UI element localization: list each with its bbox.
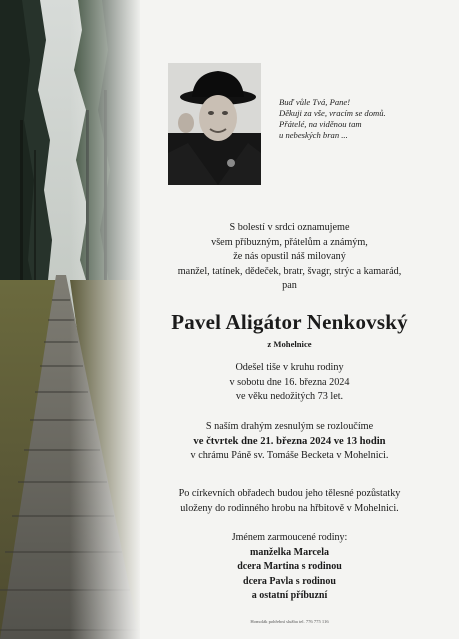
deceased-name: Pavel Aligátor Nenkovský — [171, 310, 408, 334]
family-member: manželka Marcela — [250, 546, 329, 558]
family-member: dcera Martina s rodinou — [237, 561, 342, 573]
family-list — [120, 531, 459, 604]
announcement-line: že nás opustil náš milovaný — [233, 251, 346, 263]
death-line: v sobotu dne 16. března 2024 — [229, 376, 350, 388]
burial-line: uloženy do rodinného hrobu na hřbitově v Mohelnici. — [180, 502, 399, 514]
deceased-origin: z Mohelnice — [267, 339, 312, 349]
portrait-photo — [168, 63, 261, 185]
verse-line: Buď vůle Tvá, Pane! — [279, 97, 351, 107]
family-member: dcera Pavla s rodinou — [243, 575, 336, 587]
death-line: Odešel tiše v kruhu rodiny — [235, 362, 344, 373]
burial-line: Po církevních obřadech budou jeho tělesné pozůstatky — [178, 488, 401, 499]
verse-line: Přátelé, na viděnou tam — [279, 119, 362, 129]
funeral-place: v chrámu Páně sv. Tomáše Becketa v Mohelnici. — [190, 450, 389, 462]
announcement-line: S bolestí v srdci oznamujeme — [229, 222, 350, 233]
funeral-info — [120, 420, 459, 464]
verse-line: Děkuji za vše, vracím se domů. — [279, 108, 386, 118]
family-intro: Jménem zarmoucené rodiny: — [231, 532, 348, 543]
announcement — [120, 221, 459, 294]
announcement-line: všem příbuzným, přátelům a známým, — [211, 236, 368, 248]
announcement-line: manžel, tatínek, dědeček, bratr, švagr, strýc a kamarád, — [177, 265, 402, 277]
death-notice — [120, 361, 459, 405]
funeral-service-footer: Homolák pohřební služba tel. 776 775 116 — [250, 619, 329, 624]
funeral-datetime: ve čtvrtek dne 21. března 2024 ve 13 hodin — [193, 435, 386, 447]
memorial-verse — [279, 97, 454, 141]
burial-info — [120, 487, 459, 516]
announcement-line: pan — [282, 280, 297, 292]
family-member: a ostatní příbuzní — [251, 590, 328, 602]
death-line: ve věku nedožitých 73 let. — [235, 391, 344, 403]
verse-line: u nebeských bran ... — [279, 130, 348, 140]
funeral-intro: S naším drahým zesnulým se rozloučíme — [205, 421, 374, 432]
